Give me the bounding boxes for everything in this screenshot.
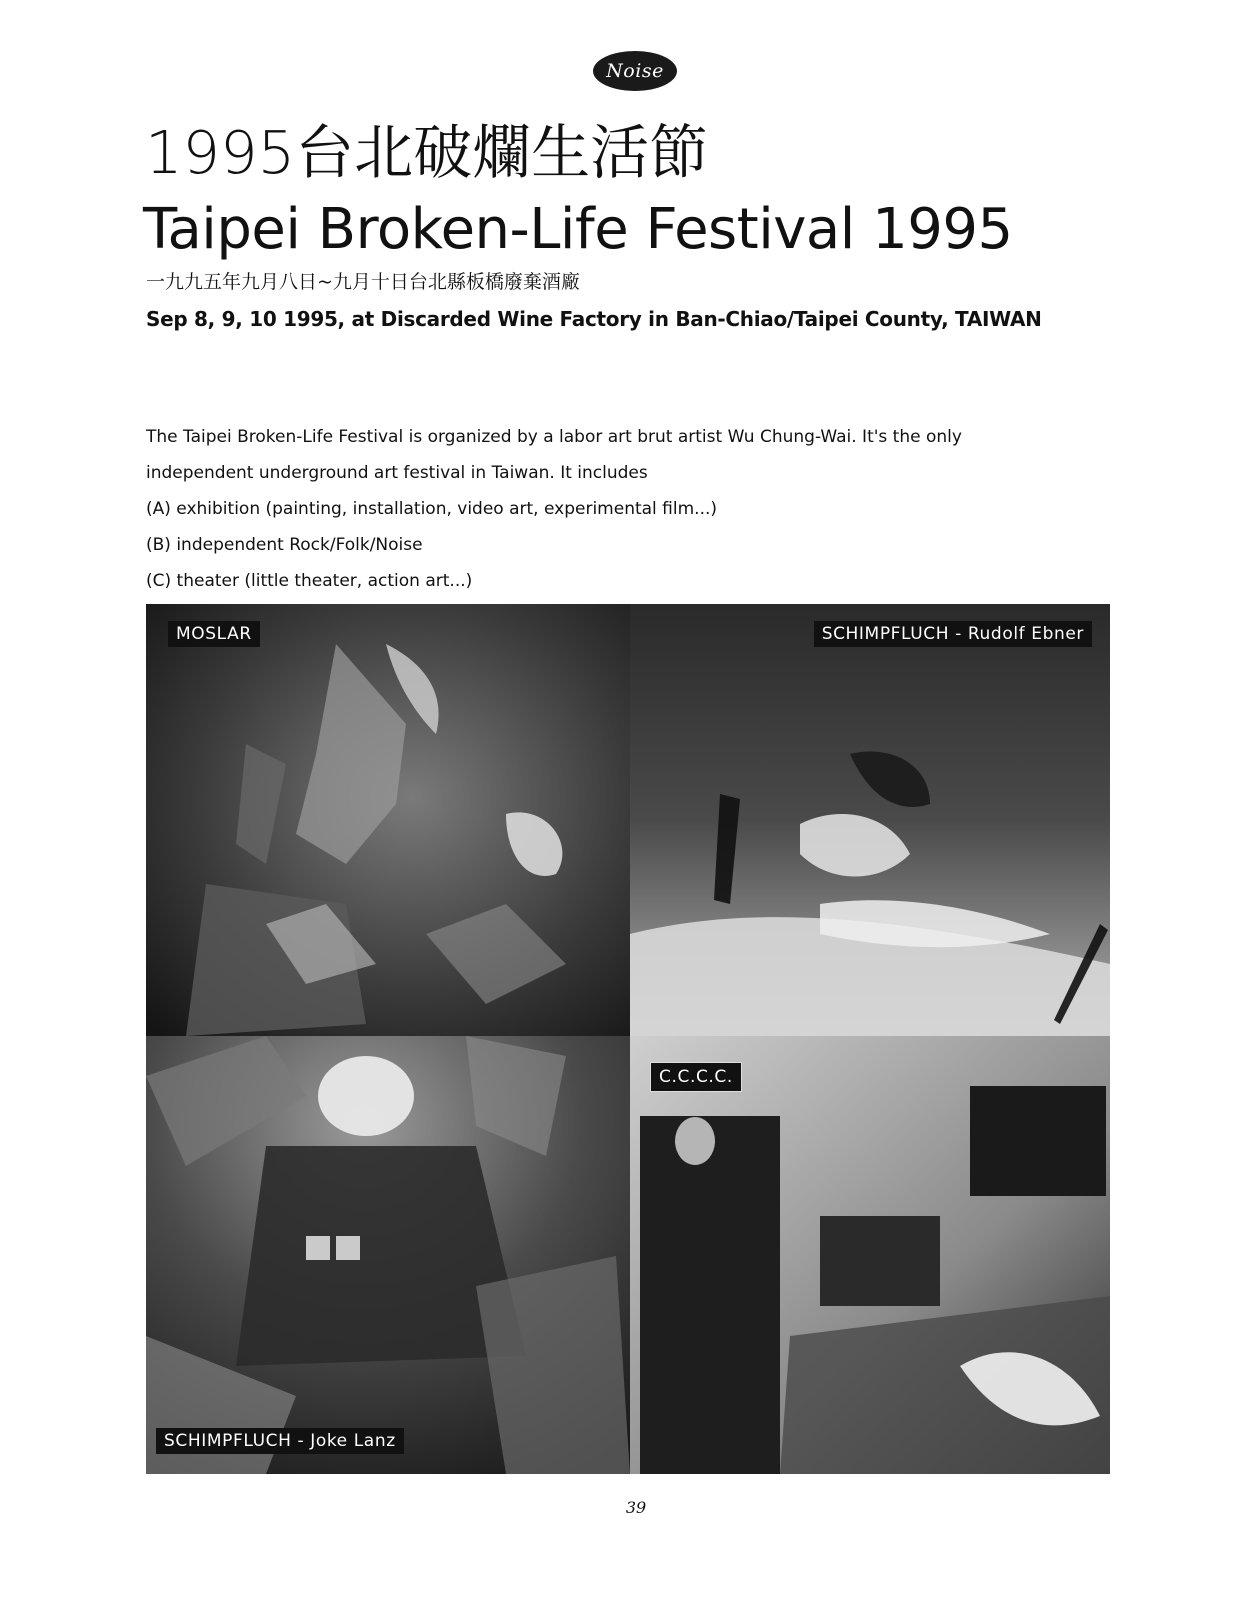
photo-caption: SCHIMPFLUCH - Rudolf Ebner [814,621,1092,647]
title-chinese: 1995台北破爛生活節 [145,118,709,187]
intro-text [146,419,1106,599]
intro-line: (B) independent Rock/Folk/Noise [146,535,423,555]
photo-caption: MOSLAR [168,621,260,647]
photo-caption: C.C.C.C. [650,1062,742,1092]
noise-badge: Noise [593,51,677,91]
photo-cccc [630,1036,1110,1474]
photo-collage [146,604,1110,1474]
photo-schimpfluch-joke-lanz [146,1036,630,1474]
photo-joke-lanz-image [146,1036,630,1474]
page-number: 39 [625,1498,647,1517]
intro-line: (A) exhibition (painting, installation, video art, experimental film...) [146,499,718,519]
date-chinese: 一九九五年九月八日~九月十日台北縣板橋廢棄酒廠 [146,271,580,293]
intro-line: The Taipei Broken-Life Festival is organized by a labor art brut artist Wu Chung-Wai. It's the only [146,427,962,447]
intro-line: (C) theater (little theater, action art...) [146,571,473,591]
intro-line: independent underground art festival in Taiwan. It includes [146,463,648,483]
photo-cccc-image [630,1036,1110,1474]
photo-schimpfluch-rudolf-ebner [630,604,1110,1036]
photo-rudolf-ebner-image [630,604,1110,1036]
photo-moslar-image [146,604,630,1036]
photo-caption: SCHIMPFLUCH - Joke Lanz [156,1428,404,1454]
photo-moslar [146,604,630,1036]
title-english: Taipei Broken-Life Festival 1995 [143,197,1013,262]
date-english: Sep 8, 9, 10 1995, at Discarded Wine Factory in Ban-Chiao/Taipei County, TAIWAN [146,307,1042,331]
